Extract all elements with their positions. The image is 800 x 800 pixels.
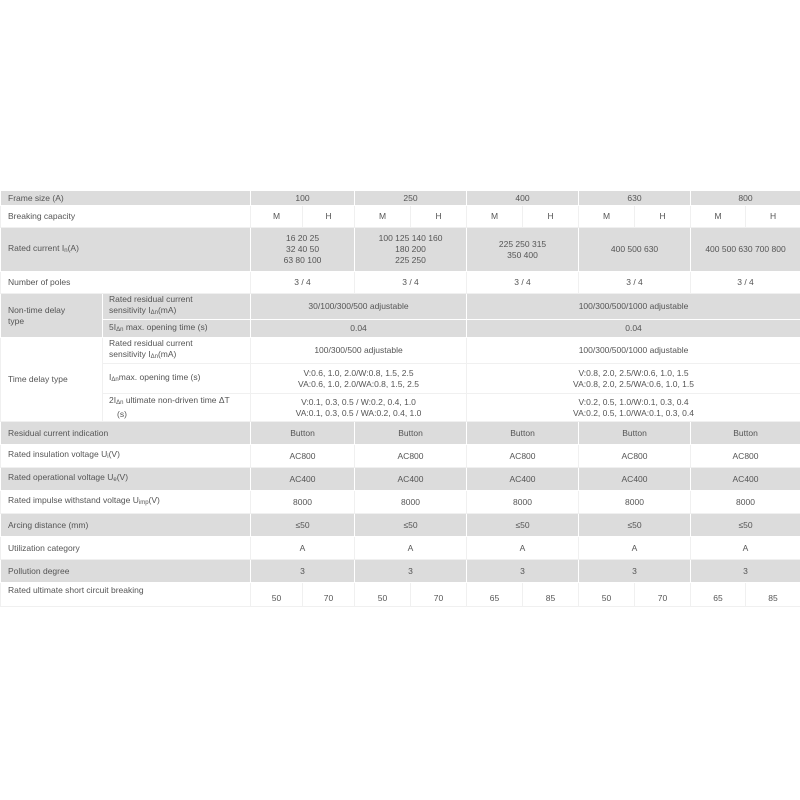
time-delay-opening-value: V:0.6, 1.0, 2.0/W:0.8, 1.5, 2.5 VA:0.6, 1.0, 2.0/WA:0.8, 1.5, 2.5 [251,364,467,394]
operational-voltage-value: AC400 [467,468,579,491]
residual-indication-label: Residual current indication [1,422,251,445]
time-delay-opening-value: V:0.8, 2.0, 2.5/W:0.6, 1.0, 1.5 VA:0.8, 2.0, 2.5/WA:0.6, 1.0, 1.5 [467,364,800,394]
poles-value: 3 / 4 [579,272,691,294]
impulse-voltage-value: 8000 [355,491,467,514]
ultimate-short-circuit-value: 70 [411,583,467,607]
pollution-degree-value: 3 [579,560,691,583]
ultimate-short-circuit-value: 50 [355,583,411,607]
arcing-distance-value: ≤50 [251,514,355,537]
non-time-delay-sensitivity-label: Rated residual current sensitivity $I_{\Delta n}(mA)$ [103,294,251,320]
time-delay-sensitivity-value: 100/300/500/1000 adjustable [467,338,800,364]
arcing-distance-value: ≤50 [691,514,800,537]
row-operational-voltage [1,468,800,491]
row-time-delay-non-driven [1,394,800,422]
pollution-degree-value: 3 [467,560,579,583]
utilization-category-value: A [251,537,355,560]
breaking-capacity-value: M [691,206,746,228]
ultimate-short-circuit-value: 70 [303,583,355,607]
ultimate-short-circuit-label: Rated ultimate short circuit breaking [1,583,251,607]
residual-indication-value: Button [691,422,800,445]
non-time-delay-opening-value: 0.04 [467,320,800,338]
rated-current-label: Rated current $I_n(A)$ [1,228,251,272]
residual-indication-value: Button [467,422,579,445]
poles-value: 3 / 4 [355,272,467,294]
insulation-voltage-value: AC800 [355,445,467,468]
frame-size-value: 100 [251,191,355,206]
frame-size-label: Frame size (A) [1,191,251,206]
residual-indication-value: Button [579,422,691,445]
frame-size-value: 800 [691,191,800,206]
pollution-degree-value: 3 [355,560,467,583]
spec-table [0,190,800,607]
ultimate-short-circuit-value: 65 [467,583,523,607]
ultimate-short-circuit-value: 50 [579,583,635,607]
residual-indication-value: Button [355,422,467,445]
operational-voltage-value: AC400 [579,468,691,491]
pollution-degree-label: Pollution degree [1,560,251,583]
row-utilization-category [1,537,800,560]
poles-label: Number of poles [1,272,251,294]
ultimate-short-circuit-value: 70 [635,583,691,607]
breaking-capacity-value: H [635,206,691,228]
utilization-category-value: A [691,537,800,560]
row-time-delay-sensitivity [1,338,800,364]
poles-value: 3 / 4 [691,272,800,294]
frame-size-value: 400 [467,191,579,206]
frame-size-value: 250 [355,191,467,206]
poles-value: 3 / 4 [467,272,579,294]
utilization-category-value: A [355,537,467,560]
arcing-distance-value: ≤50 [467,514,579,537]
breaking-capacity-value: H [746,206,800,228]
non-time-delay-opening-label: $5I_{\Delta n}$ max. opening time (s) [103,320,251,338]
arcing-distance-label: Arcing distance (mm) [1,514,251,537]
non-time-delay-opening-value: 0.04 [251,320,467,338]
poles-value: 3 / 4 [251,272,355,294]
impulse-voltage-value: 8000 [467,491,579,514]
time-delay-non-driven-value: V:0.2, 0.5, 1.0/W:0.1, 0.3, 0.4 VA:0.2, 0.5, 1.0/WA:0.1, 0.3, 0.4 [467,394,800,422]
arcing-distance-value: ≤50 [579,514,691,537]
rated-current-value: 400 500 630 700 800 [691,228,800,272]
time-delay-non-driven-label: $2I_{\Delta n}$ ultimate non-driven time ΔT (s) [103,394,251,422]
breaking-capacity-value: M [251,206,303,228]
rated-current-value: 16 20 25 32 40 50 63 80 100 [251,228,355,272]
row-insulation-voltage [1,445,800,468]
operational-voltage-value: AC400 [251,468,355,491]
impulse-voltage-value: 8000 [691,491,800,514]
impulse-voltage-value: 8000 [251,491,355,514]
row-ultimate-short-circuit [1,583,800,607]
insulation-voltage-value: AC800 [467,445,579,468]
pollution-degree-value: 3 [251,560,355,583]
row-non-time-delay-opening [1,320,800,338]
frame-size-value: 630 [579,191,691,206]
rated-current-value: 100 125 140 160 180 200 225 250 [355,228,467,272]
arcing-distance-value: ≤50 [355,514,467,537]
operational-voltage-value: AC400 [691,468,800,491]
pollution-degree-value: 3 [691,560,800,583]
row-frame-size [1,191,800,206]
breaking-capacity-value: M [467,206,523,228]
insulation-voltage-value: AC800 [251,445,355,468]
breaking-capacity-value: M [355,206,411,228]
non-time-delay-sensitivity-value: 100/300/500/1000 adjustable [467,294,800,320]
utilization-category-value: A [579,537,691,560]
row-time-delay-opening [1,364,800,394]
utilization-category-value: A [467,537,579,560]
time-delay-sensitivity-label: Rated residual current sensitivity $I_{\Delta n}(mA)$ [103,338,251,364]
row-residual-indication [1,422,800,445]
utilization-category-label: Utilization category [1,537,251,560]
insulation-voltage-label: Rated insulation voltage $U_i(V)$ [1,445,251,468]
time-delay-opening-label: $I_{\Delta n}\max$. opening time (s) [103,364,251,394]
operational-voltage-value: AC400 [355,468,467,491]
row-arcing-distance [1,514,800,537]
breaking-capacity-label: Breaking capacity [1,206,251,228]
row-rated-current [1,228,800,272]
ultimate-short-circuit-value: 85 [746,583,800,607]
residual-indication-value: Button [251,422,355,445]
ultimate-short-circuit-value: 85 [523,583,579,607]
row-number-of-poles [1,272,800,294]
breaking-capacity-value: H [411,206,467,228]
impulse-voltage-label: Rated impulse withstand voltage $U_{imp}(V)$ [1,491,251,514]
impulse-voltage-value: 8000 [579,491,691,514]
insulation-voltage-value: AC800 [579,445,691,468]
time-delay-non-driven-value: V:0.1, 0.3, 0.5 / W:0.2, 0.4, 1.0 VA:0.1, 0.3, 0.5 / WA:0.2, 0.4, 1.0 [251,394,467,422]
ultimate-short-circuit-value: 50 [251,583,303,607]
rated-current-value: 400 500 630 [579,228,691,272]
row-pollution-degree [1,560,800,583]
breaking-capacity-value: H [303,206,355,228]
insulation-voltage-value: AC800 [691,445,800,468]
rated-current-value: 225 250 315 350 400 [467,228,579,272]
time-delay-sensitivity-value: 100/300/500 adjustable [251,338,467,364]
non-time-delay-sensitivity-value: 30/100/300/500 adjustable [251,294,467,320]
row-impulse-voltage [1,491,800,514]
ultimate-short-circuit-value: 65 [691,583,746,607]
operational-voltage-label: Rated operational voltage $U_e(V)$ [1,468,251,491]
row-non-time-delay-sensitivity [1,294,800,320]
breaking-capacity-value: H [523,206,579,228]
time-delay-label: Time delay type [1,338,103,422]
breaking-capacity-value: M [579,206,635,228]
row-breaking-capacity [1,206,800,228]
non-time-delay-label: Non-time delay type [1,294,103,338]
